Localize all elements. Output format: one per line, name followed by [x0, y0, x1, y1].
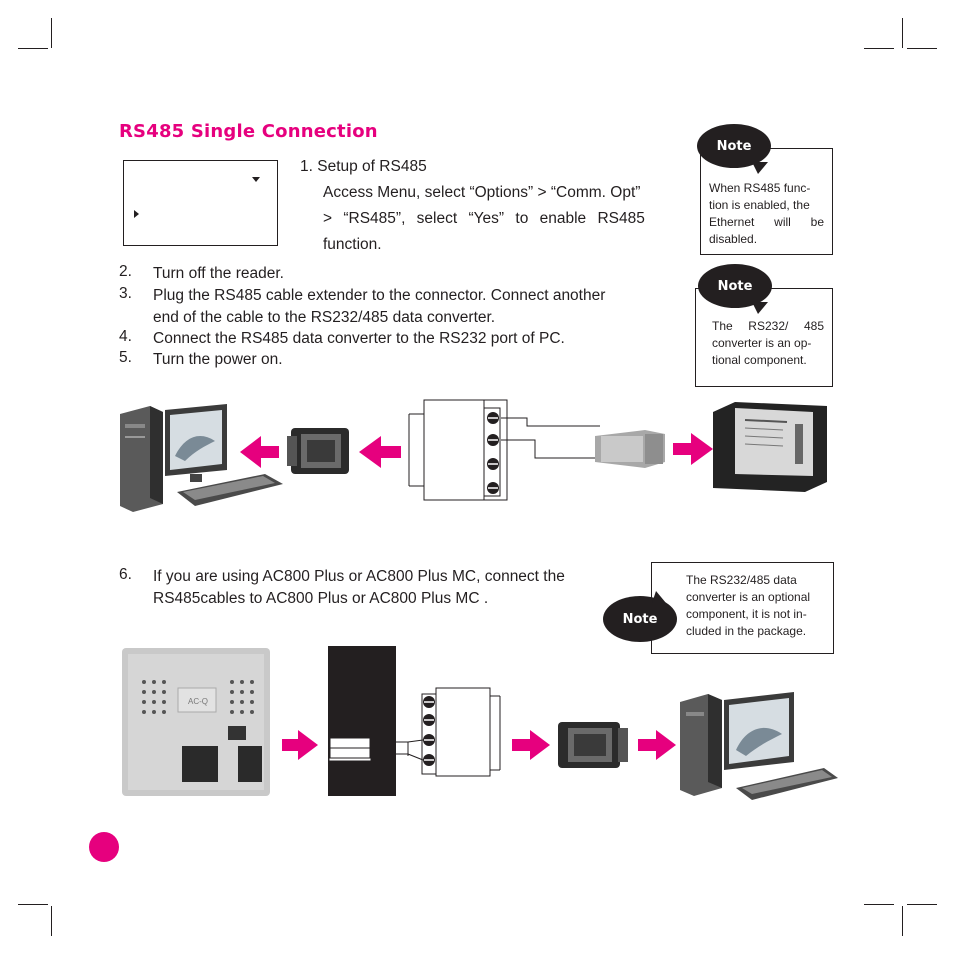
note-bubble-tail	[752, 302, 768, 314]
crop-mark	[907, 904, 937, 905]
crop-mark	[18, 904, 48, 905]
note-line: The RS232/ 485	[712, 319, 824, 333]
step-number: 5.	[119, 349, 132, 366]
page-marker	[89, 832, 119, 862]
note-line: tion is enabled, the	[709, 198, 810, 212]
reader-back-panel	[122, 648, 270, 796]
menu-cursor-icon	[134, 210, 139, 218]
step-line: > “RS485”, select “Yes” to enable RS485	[323, 210, 645, 227]
note-line: When RS485 func-	[709, 181, 811, 195]
monitor	[165, 404, 227, 482]
connection-diagram-2	[118, 642, 840, 802]
note-bubble: Note	[698, 264, 772, 308]
crop-mark	[907, 48, 937, 49]
data-converter-box	[713, 402, 827, 492]
terminal-screws	[484, 408, 500, 496]
note-line: Ethernet will be	[709, 215, 824, 229]
device-label: AC-Q	[188, 697, 208, 706]
step-text: Turn the power on.	[153, 351, 283, 368]
step-text: Plug the RS485 cable extender to the connector. Connect another	[153, 287, 606, 304]
crop-mark	[902, 18, 903, 48]
step-text: RS485cables to AC800 Plus or AC800 Plus MC .	[153, 590, 489, 607]
note-line: converter is an op-	[712, 336, 812, 350]
crop-mark	[51, 906, 52, 936]
pc-tower	[680, 694, 722, 796]
step-1	[300, 154, 665, 258]
note-line: cluded in the package.	[686, 624, 807, 638]
step-text: Connect the RS485 data converter to the RS232 port of PC.	[153, 330, 565, 347]
pc-tower	[120, 406, 163, 512]
step-line: Access Menu, select “Options” > “Comm. Opt”	[323, 184, 641, 201]
db9-connector	[558, 722, 628, 768]
step-number: 6.	[119, 566, 132, 583]
monitor	[724, 692, 794, 770]
note-line: converter is an optional	[686, 590, 811, 604]
step-number: 3.	[119, 285, 132, 302]
crop-mark	[902, 906, 903, 936]
connector-slot	[330, 738, 370, 760]
connection-diagram-1	[115, 396, 835, 516]
magenta-arrow-icon	[359, 436, 401, 468]
magenta-arrow-icon	[282, 730, 318, 760]
crop-mark	[51, 18, 52, 48]
rs232-485-adapter	[595, 430, 665, 468]
crop-mark	[864, 904, 894, 905]
section-title: RS485 Single Connection	[119, 121, 378, 142]
lcd-menu-screen	[123, 160, 278, 246]
step-number: 1.	[300, 158, 313, 175]
rs485-cable	[501, 418, 600, 458]
note-line: disabled.	[709, 232, 758, 246]
magenta-arrow-icon	[638, 730, 676, 760]
step-text: Turn off the reader.	[153, 265, 284, 282]
magenta-arrow-icon	[512, 730, 550, 760]
note-bubble: Note	[697, 124, 771, 168]
step-number: 4.	[119, 328, 132, 345]
note-bubble-tail	[752, 162, 768, 174]
step-text: If you are using AC800 Plus or AC800 Plus MC, connect the	[153, 568, 565, 585]
note-line: tional component.	[712, 353, 807, 367]
menu-down-arrow-icon	[252, 177, 260, 182]
step-line: function.	[323, 236, 382, 253]
note-line: component, it is not in-	[686, 607, 807, 621]
note-line: The RS232/485 data	[686, 573, 797, 587]
note-bubble: Note	[603, 596, 677, 642]
note-bubble-tail	[652, 591, 666, 603]
rs485-cable	[408, 740, 423, 760]
crop-mark	[864, 48, 894, 49]
magenta-arrow-icon	[673, 433, 713, 465]
step-number: 2.	[119, 263, 132, 280]
step-heading: Setup of RS485	[317, 158, 427, 175]
db9-connector	[287, 428, 349, 474]
note-box	[651, 562, 834, 654]
magenta-arrow-icon	[240, 436, 279, 468]
step-text: end of the cable to the RS232/485 data converter.	[153, 309, 496, 326]
crop-mark	[18, 48, 48, 49]
reader-connector-panel	[328, 646, 396, 796]
